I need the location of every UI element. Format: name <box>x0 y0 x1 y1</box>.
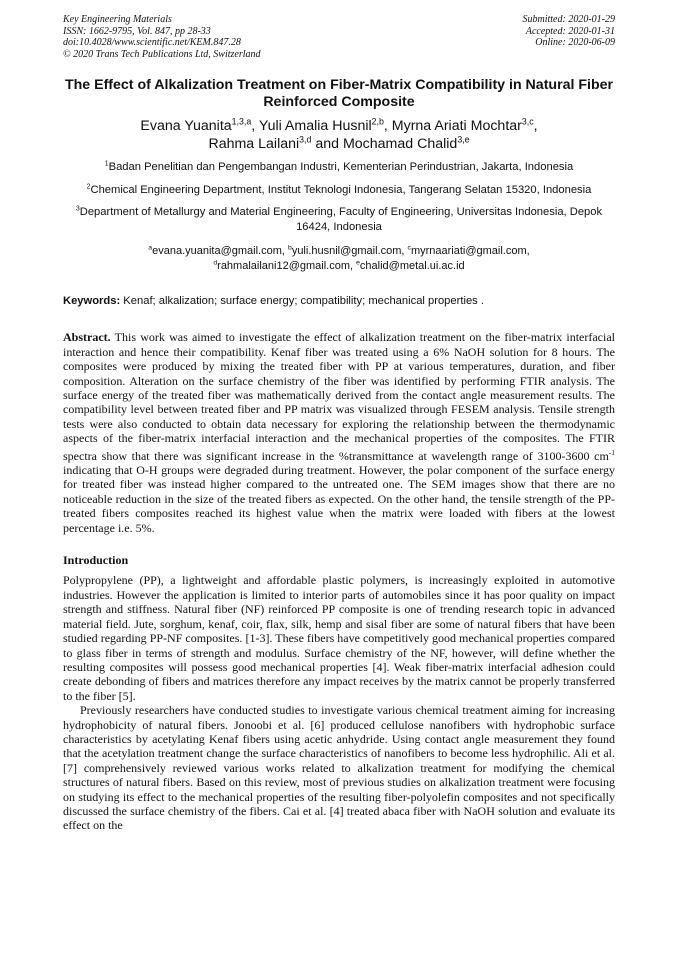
online-date: Online: 2020-06-09 <box>535 37 615 49</box>
affiliation-1: $^1$Badan Penelitian dan Pengembangan Industri, Kementerian Perindustrian, Jakarta, Indonesia <box>104 160 574 174</box>
date-info <box>523 14 616 60</box>
paragraph: Previously researchers have conducted studies to investigate various chemical treatment aiming for increasing hydrophobicity of natural fibers. Jonoobi et al. [6] produced cellulose nanofibers with hydrophobic surface characteristics by acetylating Kenaf fibers using acetic anhydride. Using contact angle measurement they found that the acetylation treatment change the surface characteristics of nanofibers to become less hydrophilic. Ali et al. [7] comprehensively reviewed various works related to alkalization treatment for modifying the chemical structures of natural fibers. Based on this review, most of previous studies on alkalization treatment were focusing on studying its effect to the mechanical properties of the resulting fiber-polyolefin composites and not specifically discussed the surface chemistry of the fibers. Cai et al. [4] treated abaca fiber with NaOH solution and evaluate its effect on the <box>63 703 615 833</box>
email-link[interactable]: $^d$rahmalailani12@gmail.com <box>213 259 350 272</box>
email-link[interactable]: $^b$yuli.husnil@gmail.com <box>288 244 402 258</box>
author-list <box>63 118 615 153</box>
paper-page <box>63 14 615 833</box>
email-link[interactable]: $^e$chalid@metal.ui.ac.id <box>356 259 465 272</box>
affiliation-3: $^3$Department of Metallurgy and Material Engineering, Faculty of Engineering, Universitas Indonesia, Depok 16424, Indonesia <box>75 205 603 233</box>
affiliation-2: $^2$Chemical Engineering Department, Institut Teknologi Indonesia, Tangerang Selatan 15320, Indonesia <box>86 183 592 196</box>
journal-name: Key Engineering Materials <box>63 14 172 25</box>
author: Myrna Ariati Mochtar$^{3,c}$, <box>391 116 538 135</box>
email-link[interactable]: $^a$evana.yuanita@gmail.com <box>148 244 282 258</box>
abstract-label: Abstract. <box>63 330 111 345</box>
author: Yuli Amalia Husnil$^{2,b}$, <box>258 116 392 135</box>
paragraph: Polypropylene (PP), a lightweight and affordable plastic polymers, is increasingly exploited in automotive industries. However the application is limited to interior parts of automobiles since it has poor quality on impact strength and stiffness. Natural fiber (NF) reinforced PP composite is one of trending research topic in advanced material field. Jute, sorghum, kenaf, coir, flax, silk, hemp and sisal fiber are some of natural fibers that have been studied regarding PP-NF composites. [1-3]. These fibers have competitively good mechanical properties compared to glass fiber in terms of strength and modulus. Surface chemistry of the NF, however, will define whether the resulting composites will possess good mechanical properties [4]. Weak fiber-matrix interfacial adhesion could create debonding of fibers and matrices therefore any impact receives by the matrix cannot be properly transferred to the fiber [5]. <box>63 573 615 703</box>
publication-header <box>63 14 615 60</box>
submitted-date: Submitted: 2020-01-29 <box>522 14 615 25</box>
issn-line: ISSN: 1662-9795, Vol. 847, pp 28-33 <box>63 25 211 37</box>
paper-title: The Effect of Alkalization Treatment on Fiber-Matrix Compatibility in Natural Fiber Reinforced Composite <box>64 77 614 111</box>
author: Mochamad Chalid$^{3,e}$ <box>342 134 470 152</box>
keywords <box>63 294 615 308</box>
accepted-date: Accepted: 2020-01-31 <box>525 25 615 37</box>
abstract: Abstract. This work was aimed to investigate the effect of alkalization treatment on the fiber-matrix interfacial interaction and hence their compatibility. Kenaf fiber was treated using a 6% NaOH solution for 8 hours. The composites were produced by mixing the treated fiber with PP at various temperatures, duration, and fiber composition. Alteration on the surface chemistry of the fiber was identified by performing FTIR analysis. The surface energy of the treated fiber was mathematically derived from the contact angle measurement results. The compatibility level between treated fiber and PP matrix was visualized through FESEM analysis. Tensile strength tests were also conducted to obtain data necessary for exploring the relationship between the thermodynamic aspects of the fiber-matrix interfacial interaction and the mechanical properties of the composites. The FTIR spectra show that there was significant increase in the %transmittance at wavelength range of 3100-3600 $cm^{-1}$ indicating that O-H groups were degraded during treatment. However, the polar component of the surface energy for treated fiber was instead higher compared to the untreated one. The SEM images show that there are no noticeable reduction in the size of the treated fibers as expected. On the other hand, the tensile strength of the PP-treated fibers composites reached its highest value when the matrix were loaded with fibers at the lowest percentage i.e. 5%. <box>63 330 615 535</box>
email-link[interactable]: $^c$myrnaariati@gmail.com <box>407 244 527 258</box>
copyright-line: © 2020 Trans Tech Publications Ltd, Switzerland <box>63 48 261 60</box>
email-list: $^a$evana.yuanita@gmail.com, $^b$yuli.husnil@gmail.com, $^c$myrnaariati@gmail.com, $^d$rahmalailani12@gmail.com, $^e$chalid@metal.ui.ac.id <box>148 244 530 272</box>
journal-info <box>63 14 261 60</box>
keywords-text: Kenaf; alkalization; surface energy; compatibility; mechanical properties . <box>120 295 484 308</box>
doi-line: doi:10.4028/www.scientific.net/KEM.847.28 <box>63 37 241 49</box>
section-heading: Introduction <box>63 553 129 568</box>
author: Evana Yuanita$^{1,3,a}$, <box>140 116 259 135</box>
author: Rahma Lailani$^{3,d}$ and <box>208 134 343 152</box>
keywords-label: Keywords: <box>63 295 121 308</box>
